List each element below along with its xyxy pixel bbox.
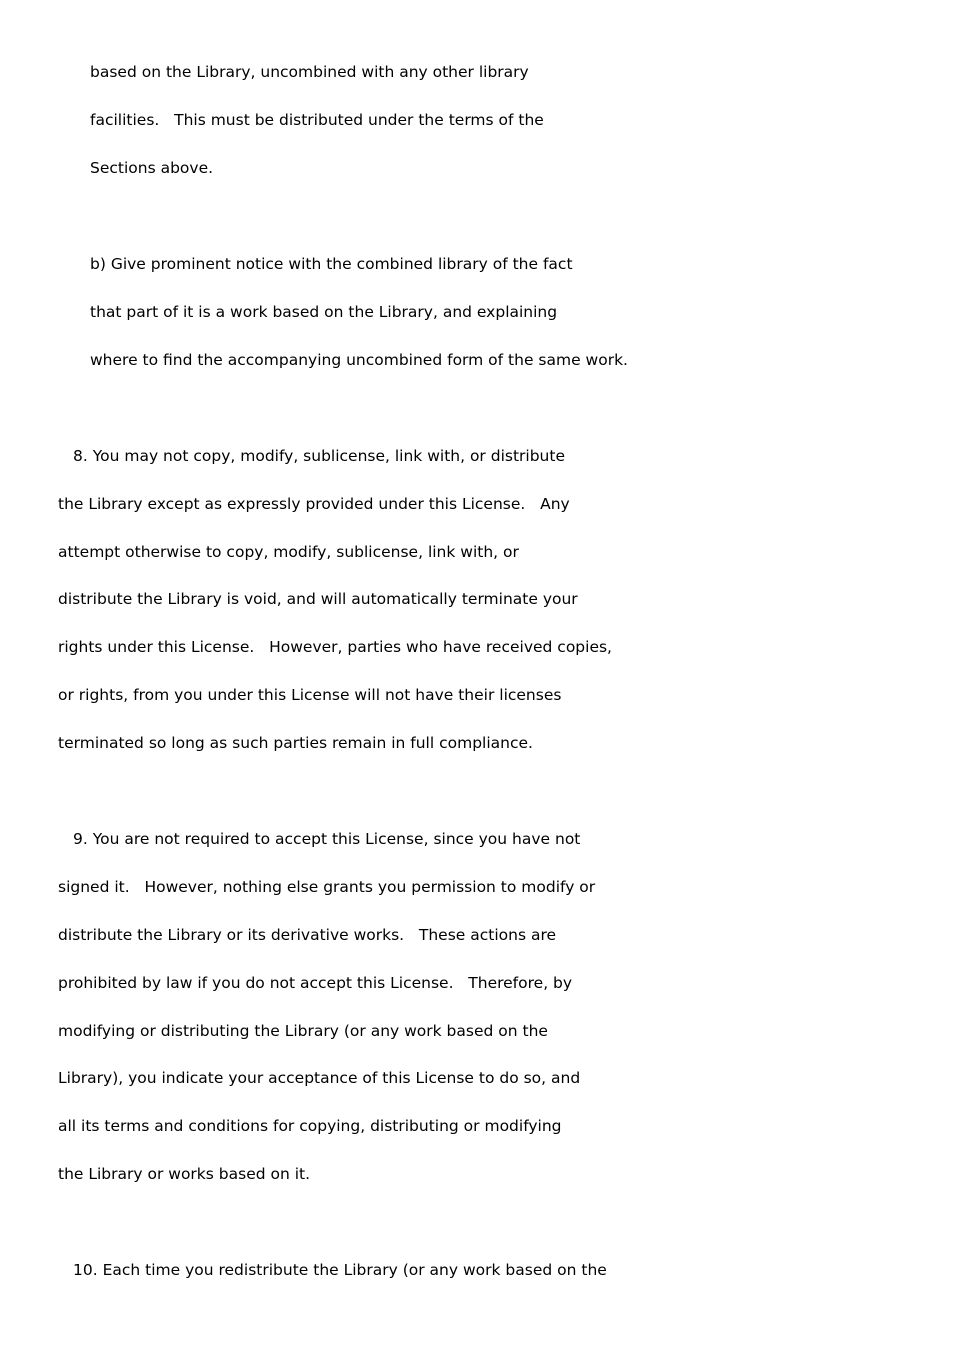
text-line: based on the Library, uncombined with any other library <box>90 63 529 81</box>
text-line: where to find the accompanying uncombined form of the same work. <box>90 351 628 369</box>
text-line: distribute the Library or its derivative works. These actions are <box>58 926 557 944</box>
text-line: Sections above. <box>90 159 214 177</box>
text-line: distribute the Library is void, and will automatically terminate your <box>58 590 578 608</box>
text-line: the Library except as expressly provided under this License. Any <box>58 495 570 513</box>
text-line: that part of it is a work based on the Library, and explaining <box>90 303 558 321</box>
text-line: prohibited by law if you do not accept this License. Therefore, by <box>58 974 573 992</box>
text-line: or rights, from you under this License will not have their licenses <box>58 686 562 704</box>
text-line: modifying or distributing the Library (or any work based on the <box>58 1022 548 1040</box>
text-line: 8. You may not copy, modify, sublicense, link with, or distribute <box>73 447 565 465</box>
text-line: signed it. However, nothing else grants you permission to modify or <box>58 878 596 896</box>
text-line: 9. You are not required to accept this License, since you have not <box>73 830 581 848</box>
text-line: facilities. This must be distributed under the terms of the <box>90 111 544 129</box>
text-line: 10. Each time you redistribute the Library (or any work based on the <box>73 1261 607 1279</box>
text-line: the Library or works based on it. <box>58 1165 311 1183</box>
text-line: Library), you indicate your acceptance of this License to do so, and <box>58 1069 581 1087</box>
text-line: all its terms and conditions for copying, distributing or modifying <box>58 1117 562 1135</box>
text-line: b) Give prominent notice with the combined library of the fact <box>90 255 573 273</box>
text-line: rights under this License. However, parties who have received copies, <box>58 638 612 656</box>
text-line: attempt otherwise to copy, modify, sublicense, link with, or <box>58 543 519 561</box>
text-line: terminated so long as such parties remain in full compliance. <box>58 734 533 752</box>
